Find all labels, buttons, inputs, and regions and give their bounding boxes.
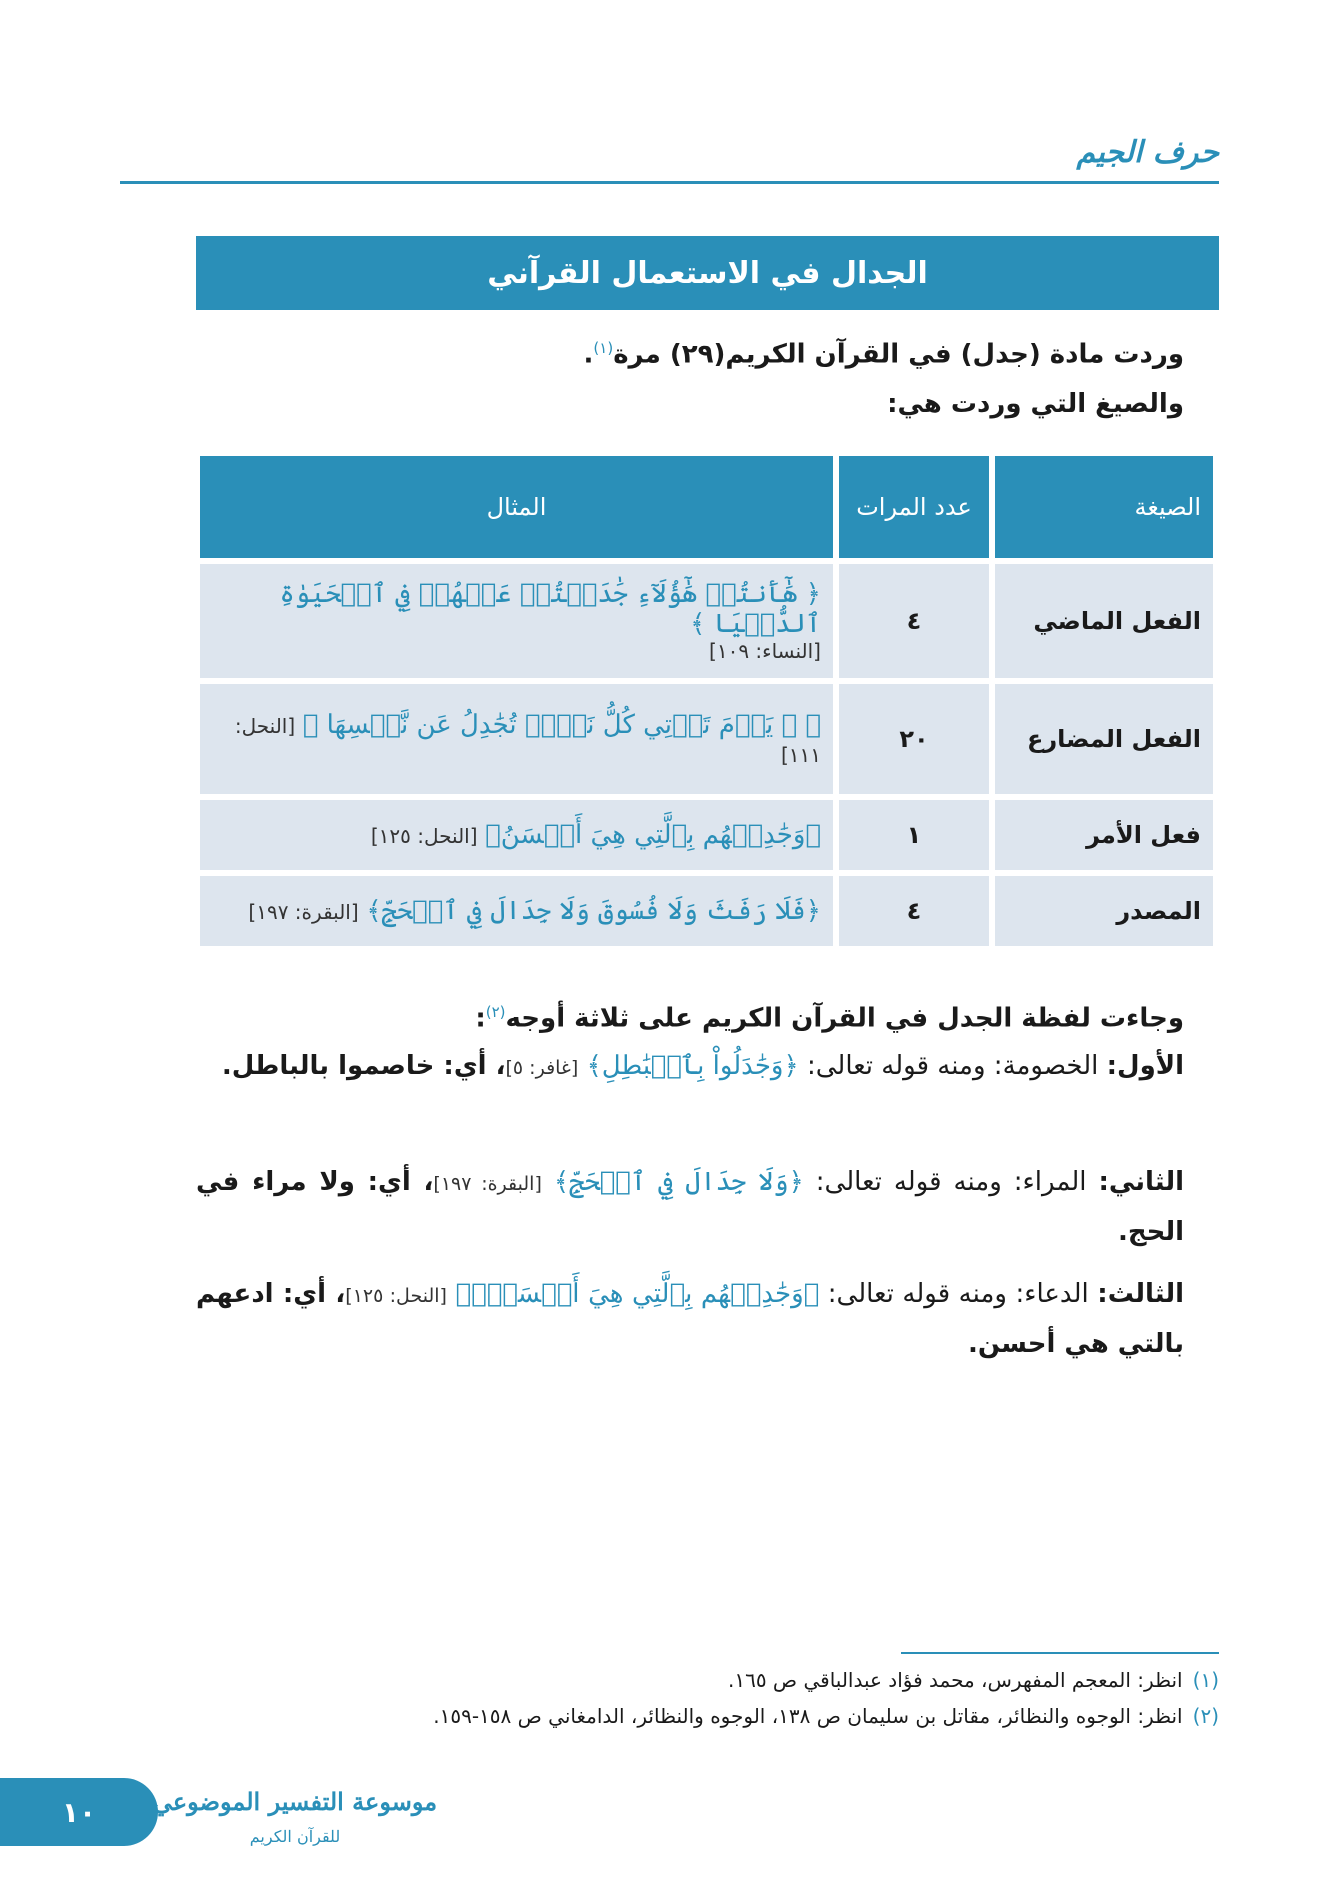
logo-line-2: للقرآن الكريم [249, 1827, 341, 1846]
verse-text: ﴿وَجَٰدَلُواْ بِٱلۡبَٰطِلِ﴾ [586, 1051, 799, 1081]
forms-table [194, 450, 1219, 952]
example-cell [200, 800, 833, 870]
example-cell [200, 684, 833, 794]
meaning-item: الثالث: الدعاء: ومنه قوله تعالى: ﴿وَجَٰدِلۡهُم بِٱلَّتِي هِيَ أَحۡسَنُۚ﴾ [النحل: ١٢٥]، أي: ادعهم بالتي هي أحسن. [196, 1279, 1185, 1359]
verse-reference: [النحل: ١٢٥] [345, 1285, 447, 1307]
meaning-label: الأول: [1106, 1051, 1184, 1081]
verse-text: ﴿وَجَٰدِلۡهُم بِٱلَّتِي هِيَ أَحۡسَنُۚ﴾ [455, 1279, 820, 1309]
verse-reference: [النساء: ١٠٩] [709, 639, 821, 663]
table-row [200, 564, 1213, 678]
verse-text: ﴿وَجَٰدِلۡهُم بِٱلَّتِي هِيَ أَحۡسَنُ﴾ [485, 820, 821, 850]
verse-text: ﴿فَلَا رَفَثَ وَلَا فُسُوقَ وَلَا جِدَالَ فِي ٱلۡحَجِّ﴾ [366, 896, 821, 926]
chapter-title: حرف الجيم [1076, 135, 1219, 170]
meaning-item: الأول: الخصومة: ومنه قوله تعالى: ﴿وَجَٰدَلُواْ بِٱلۡبَٰطِلِ﴾ [غافر: ٥]، أي: خاصموا بالباطل. [221, 1051, 1184, 1081]
header-rule [120, 181, 1219, 184]
verse-reference: [النحل: ١٢٥] [370, 824, 478, 848]
footnote-rule [901, 1652, 1219, 1654]
header-count: عدد المرات [839, 456, 989, 558]
section-title: الجدال في الاستعمال القرآني [487, 255, 928, 291]
table-row [200, 684, 1213, 794]
form-cell: المصدر [995, 876, 1213, 946]
count-cell: ١ [839, 800, 989, 870]
example-cell [200, 876, 833, 946]
logo-line-1: موسوعة التفسير الموضوعي [152, 1787, 438, 1816]
footnote-ref-1[interactable]: (١) [593, 339, 614, 357]
page-number: ١٠ [61, 1795, 97, 1829]
meaning-label: الثاني: [1098, 1167, 1185, 1197]
verse-text: ﴿ ۞ يَوۡمَ تَأۡتِي كُلُّ نَفۡسٖ تُجَٰدِلُ عَن نَّفۡسِهَا ﴾ [302, 710, 821, 740]
verse-reference: [غافر: ٥] [505, 1057, 579, 1079]
footnote-ref-2[interactable]: (٢) [485, 1003, 506, 1021]
intro-line-2: والصيغ التي وردت هي: [887, 389, 1184, 419]
example-cell [200, 564, 833, 678]
header-example: المثال [200, 456, 833, 558]
count-cell: ٢٠ [839, 684, 989, 794]
verse-reference: [النحل: ١١١] [234, 714, 821, 767]
meanings-intro: وجاءت لفظة الجدل في القرآن الكريم على ثلاثة أوجه$^{(٢)}$: [475, 1003, 1184, 1034]
form-cell: الفعل الماضي [995, 564, 1213, 678]
table-header-row [200, 456, 1213, 558]
footnote-text: انظر: المعجم المفهرس، محمد فؤاد عبدالباقي ص ١٦٥. [727, 1668, 1183, 1692]
encyclopedia-logo [152, 1770, 438, 1860]
meaning-label: الثالث: [1097, 1279, 1185, 1309]
form-cell: الفعل المضارع [995, 684, 1213, 794]
header-form: الصيغة [995, 456, 1213, 558]
meaning-item: الثاني: المراء: ومنه قوله تعالى: ﴿وَلَا جِدَالَ فِي ٱلۡحَجِّ﴾ [البقرة: ١٩٧]، أي: ولا مراء في الحج. [196, 1167, 1185, 1247]
table-row [200, 876, 1213, 946]
verse-text: ﴿ هَٰٓأَنتُمۡ هَٰٓؤُلَآءِ جَٰدَلۡتُمۡ عَنۡهُمۡ فِي ٱلۡحَيَوٰةِ ٱلدُّنۡيَا ﴾ [279, 579, 821, 639]
footnote-number: (٢) [1192, 1704, 1219, 1728]
verse-reference: [البقرة: ١٩٧] [248, 900, 359, 924]
verse-text: ﴿وَلَا جِدَالَ فِي ٱلۡحَجِّ﴾ [553, 1167, 804, 1197]
page-number-tab [0, 1778, 158, 1846]
table-row [200, 800, 1213, 870]
intro-line-1: وردت مادة (جدل) في القرآن الكريم(٢٩) مرة$^{(١)}$. [583, 339, 1184, 370]
section-banner [196, 236, 1219, 310]
footnote-text: انظر: الوجوه والنظائر، مقاتل بن سليمان ص ١٣٨، الوجوه والنظائر، الدامغاني ص ١٥٨-١٥٩. [433, 1704, 1183, 1728]
form-cell: فعل الأمر [995, 800, 1213, 870]
footnote [728, 1668, 1219, 1692]
count-cell: ٤ [839, 564, 989, 678]
verse-reference: [البقرة: ١٩٧] [433, 1173, 542, 1195]
footnote-number: (١) [1192, 1668, 1219, 1692]
count-cell: ٤ [839, 876, 989, 946]
footnote [433, 1704, 1219, 1728]
